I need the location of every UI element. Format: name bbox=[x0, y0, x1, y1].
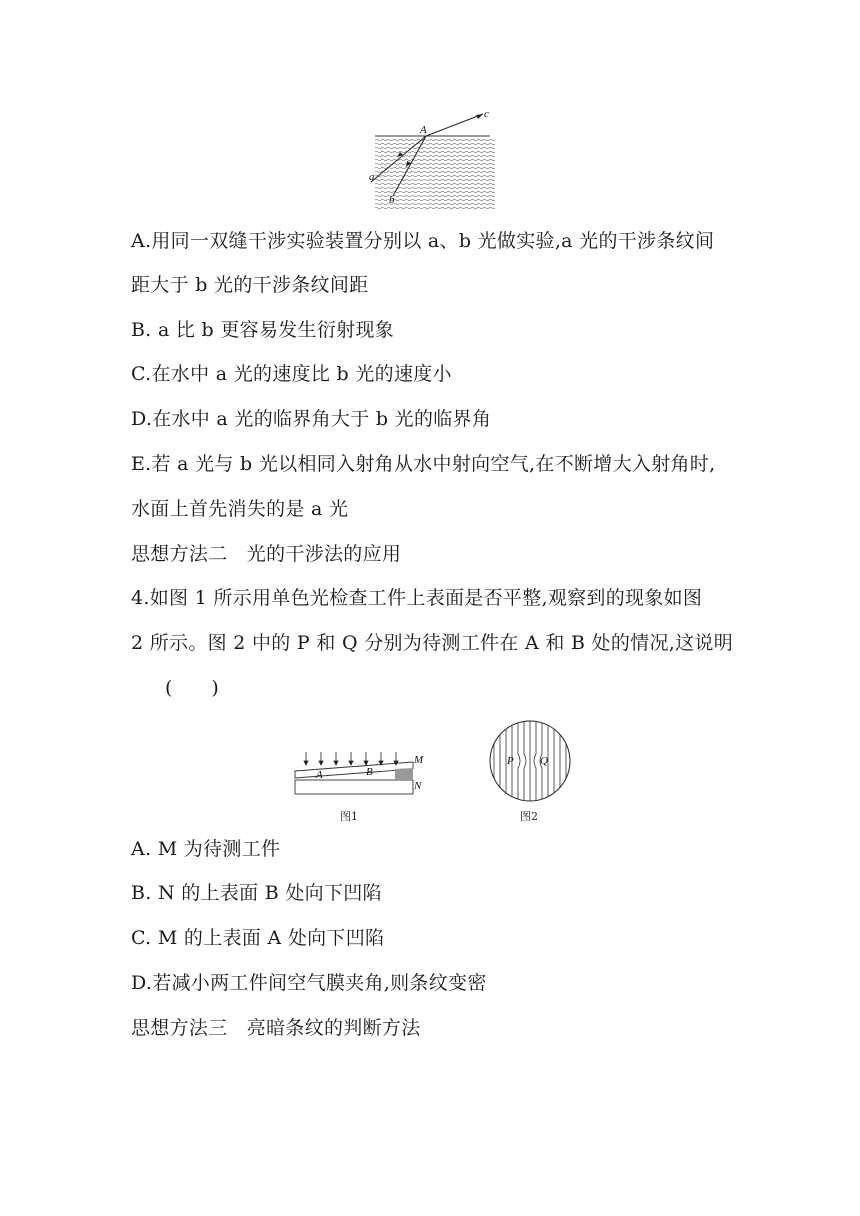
label-P: P bbox=[507, 755, 514, 767]
label-N: N bbox=[414, 780, 422, 792]
water-wave-line bbox=[375, 175, 495, 177]
q4-stem-line2: 2 所示。图 2 中的 P 和 Q 分别为待测工件在 A 和 B 处的情况,这说明 bbox=[131, 632, 733, 654]
water-wave-line bbox=[375, 159, 495, 161]
workpiece-n bbox=[295, 780, 413, 794]
q3-option-d: D.在水中 a 光的临界角大于 b 光的临界角 bbox=[131, 408, 492, 430]
incident-light-arrowhead bbox=[319, 761, 323, 765]
ray-c-arrow bbox=[476, 114, 483, 119]
q3-option-c: C.在水中 a 光的速度比 b 光的速度小 bbox=[131, 363, 452, 385]
incident-arrows bbox=[304, 752, 398, 765]
q4-answer-blank: ( ) bbox=[165, 677, 220, 699]
water-wave-line bbox=[375, 167, 495, 169]
figure-1-wedge bbox=[290, 748, 430, 808]
q4-stem-line1: 4.如图 1 所示用单色光检查工件上表面是否平整,观察到的现象如图 bbox=[131, 587, 703, 609]
q3-option-e-line1: E.若 a 光与 b 光以相同入射角从水中射向空气,在不断增大入射角时, bbox=[131, 453, 716, 475]
label-A: A bbox=[420, 124, 427, 136]
incident-light-arrowhead bbox=[349, 761, 353, 765]
q3-option-e-line2: 水面上首先消失的是 a 光 bbox=[131, 498, 349, 520]
q4-option-b: B. N 的上表面 B 处向下凹陷 bbox=[131, 882, 382, 904]
water-wave-line bbox=[375, 187, 495, 189]
water-wave-line bbox=[375, 143, 495, 145]
water-wave-line bbox=[375, 139, 495, 141]
label-Q: Q bbox=[540, 755, 548, 767]
q3-option-a-line2: 距大于 b 光的干涉条纹间距 bbox=[131, 274, 369, 296]
water-wave-line bbox=[375, 151, 495, 153]
q3-option-b: B. a 比 b 更容易发生衍射现象 bbox=[131, 319, 395, 341]
label-c: c bbox=[484, 108, 489, 120]
section-title-2: 思想方法二 光的干涉法的应用 bbox=[131, 543, 402, 565]
water-wave-line bbox=[375, 171, 495, 173]
q4-option-c: C. M 的上表面 A 处向下凹陷 bbox=[131, 927, 385, 949]
ray-c bbox=[426, 114, 483, 136]
incident-light-arrowhead bbox=[334, 761, 338, 765]
water-wave-line bbox=[375, 183, 495, 185]
label-a: a bbox=[369, 171, 375, 183]
section-title-3: 思想方法三 亮暗条纹的判断方法 bbox=[131, 1017, 421, 1039]
figure-2-fringes bbox=[485, 718, 575, 804]
q4-option-a: A. M 为待测工件 bbox=[131, 838, 281, 860]
label-b: b bbox=[389, 194, 395, 206]
ray-a bbox=[371, 136, 426, 182]
q3-option-a-line1: A.用同一双缝干涉实验装置分别以 a、b 光做实验,a 光的干涉条纹间 bbox=[131, 230, 715, 252]
water-wave-line bbox=[375, 147, 495, 149]
incident-light-arrowhead bbox=[364, 761, 368, 765]
label-fig1-A: A bbox=[316, 769, 323, 781]
water-wave-line bbox=[375, 191, 495, 193]
water-wave-line bbox=[375, 207, 495, 209]
q4-option-d: D.若减小两工件间空气膜夹角,则条纹变密 bbox=[131, 972, 487, 994]
label-M: M bbox=[414, 754, 424, 766]
refraction-figure bbox=[365, 108, 505, 212]
air-wedge-shading bbox=[395, 768, 413, 780]
water-wave-line bbox=[375, 179, 495, 181]
label-fig1-B: B bbox=[366, 766, 373, 778]
figure-1-caption: 图1 bbox=[340, 810, 358, 823]
interference-fringe bbox=[518, 718, 520, 804]
interference-fringe bbox=[524, 718, 526, 804]
interference-fringe bbox=[534, 718, 536, 804]
figure-2-caption: 图2 bbox=[520, 810, 538, 823]
incident-light-arrowhead bbox=[304, 761, 308, 765]
water-wave-line bbox=[375, 155, 495, 157]
